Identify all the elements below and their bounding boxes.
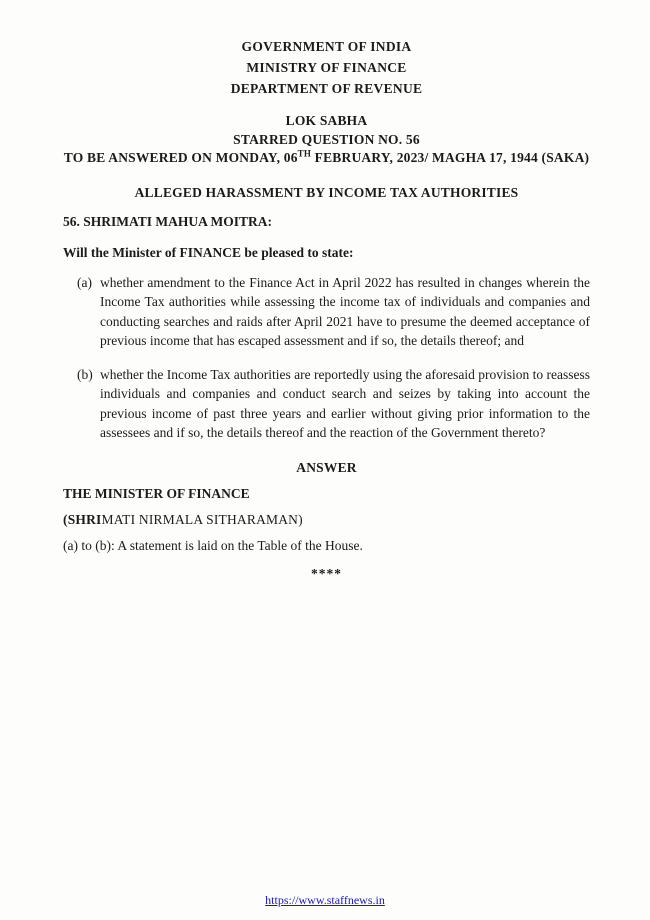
org-line-ministry: MINISTRY OF FINANCE: [246, 60, 407, 75]
answer-heading: ANSWER: [296, 459, 357, 475]
document-title: ALLEGED HARASSMENT BY INCOME TAX AUTHORITIES: [134, 184, 519, 200]
house-name: LOK SABHA: [285, 113, 368, 128]
org-line-department: DEPARTMENT OF REVENUE: [230, 81, 423, 96]
minister-name-line: [63, 512, 590, 528]
org-line-government: GOVERNMENT OF INDIA: [241, 39, 412, 54]
answer-date-ordinal: TH: [297, 148, 312, 159]
answer-date-prefix: TO BE ANSWERED ON MONDAY, 06: [63, 150, 298, 165]
minister-name-rest: MATI NIRMALA SITHARAMAN): [101, 511, 303, 527]
question-part-a-text: whether amendment to the Finance Act in April 2022 has resulted in changes wherein the Income Tax authorities while assessing the income tax of individuals and companies and conducting searches and raids after April 2021 have to presume the deemed acceptance of previous income that has escaped assessment and if so, the details thereof; and: [100, 274, 590, 348]
question-part-a-label: (a): [77, 274, 92, 290]
footer: [0, 893, 650, 908]
asker-line: 56. SHRIMATI MAHUA MOITRA:: [63, 213, 272, 229]
answer-date-suffix: FEBRUARY, 2023/ MAGHA 17, 1944 (SAKA): [311, 150, 590, 165]
question-part-b-label: (b): [77, 366, 93, 382]
minister-name-bold: (SHRI: [63, 511, 102, 527]
question-part-b: [63, 365, 590, 443]
answer-date-line: [63, 149, 590, 168]
question-header: [63, 112, 590, 168]
minister-title-line: THE MINISTER OF FINANCE: [63, 485, 250, 501]
question-part-a: [63, 273, 590, 351]
question-number: STARRED QUESTION NO. 56: [233, 131, 420, 147]
question-part-b-text: whether the Income Tax authorities are reportedly using the aforesaid provision to reassess individuals and companies and conduct search and seizes by taking into account the previous income of past three years and earlier without giving prior information to the assessees and if so, the details thereof and the reaction of the Government thereto?: [100, 366, 590, 440]
will-minister-line: Will the Minister of FINANCE be pleased to state:: [63, 244, 354, 260]
footer-source-link[interactable]: https://www.staffnews.in: [265, 893, 385, 907]
letterhead: [63, 36, 590, 99]
statement-line: (a) to (b): A statement is laid on the Table of the House.: [63, 537, 363, 553]
end-stars: ****: [311, 565, 342, 581]
